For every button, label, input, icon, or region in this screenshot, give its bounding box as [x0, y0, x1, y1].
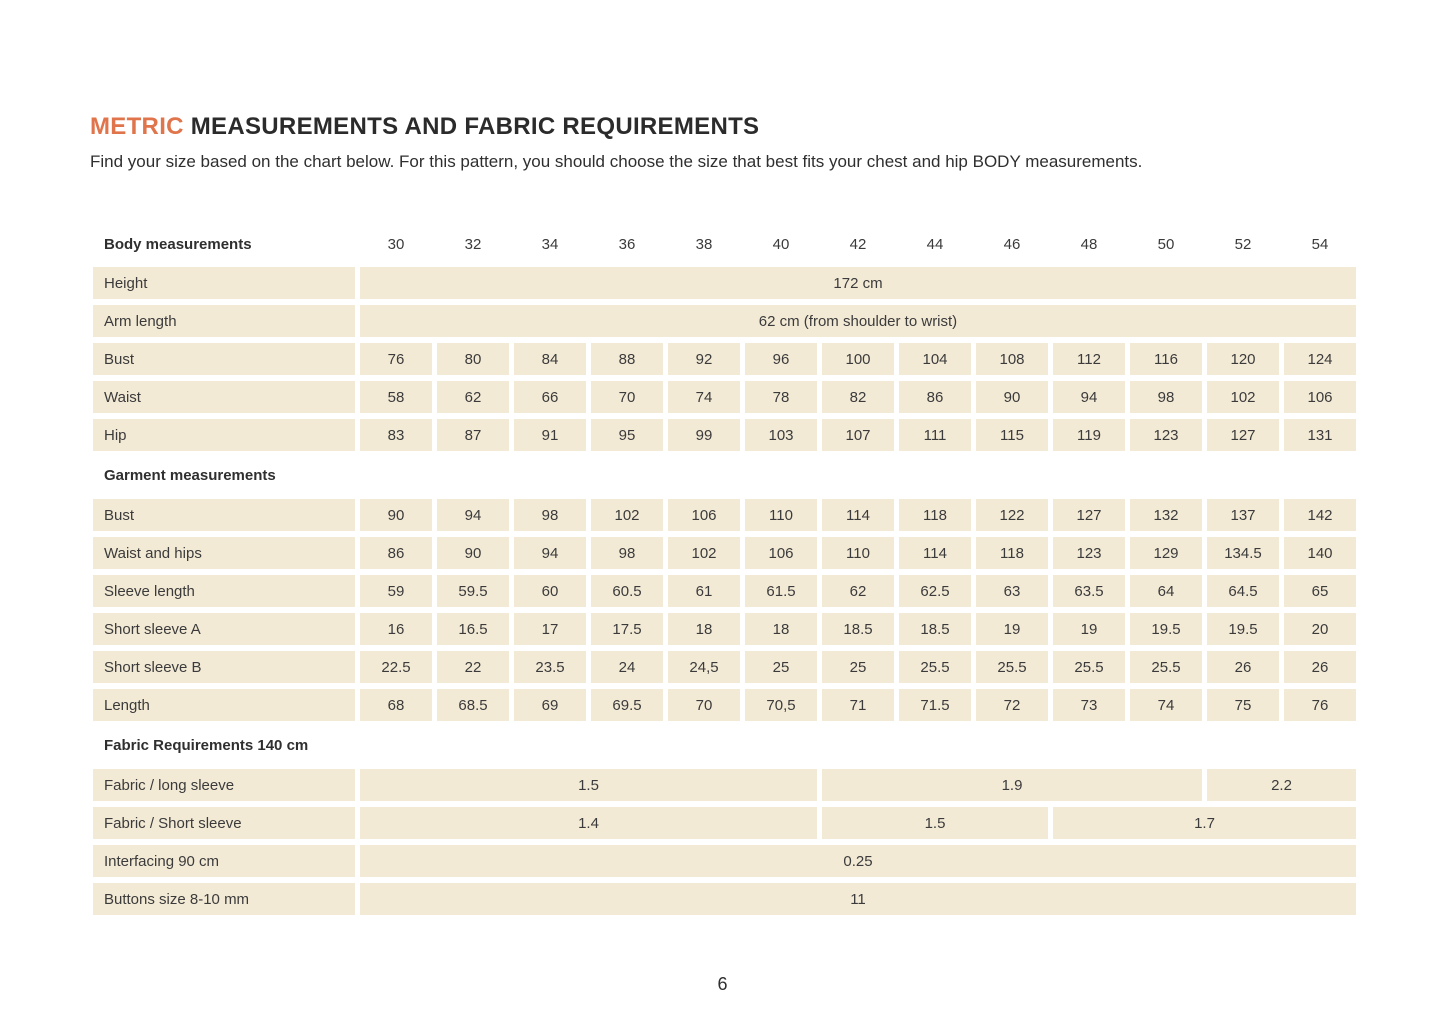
value-cell: 25: [822, 651, 894, 683]
size-column-header: 32: [464, 236, 482, 254]
value-cell: 18.5: [822, 613, 894, 645]
value-cell: 73: [1053, 689, 1125, 721]
value-cell: 74: [1130, 689, 1202, 721]
value-cell: 84: [514, 343, 586, 375]
value-cell: 19: [976, 613, 1048, 645]
value-cell: 134.5: [1207, 537, 1279, 569]
section-header: Garment measurements: [104, 466, 276, 484]
row-label: Buttons size 8-10 mm: [93, 883, 355, 915]
size-column-header: 40: [772, 236, 790, 254]
span-value-cell: 2.2: [1207, 769, 1356, 801]
value-cell: 114: [899, 537, 971, 569]
value-cell: 62: [437, 381, 509, 413]
value-cell: 25.5: [976, 651, 1048, 683]
value-cell: 71: [822, 689, 894, 721]
row-label: Short sleeve A: [93, 613, 355, 645]
value-cell: 86: [899, 381, 971, 413]
value-cell: 19: [1053, 613, 1125, 645]
value-cell: 69: [514, 689, 586, 721]
value-cell: 98: [514, 499, 586, 531]
value-cell: 94: [514, 537, 586, 569]
value-cell: 65: [1284, 575, 1356, 607]
value-cell: 61: [668, 575, 740, 607]
size-column-header: 46: [1003, 236, 1021, 254]
value-cell: 90: [976, 381, 1048, 413]
value-cell: 71.5: [899, 689, 971, 721]
value-cell: 17: [514, 613, 586, 645]
row-label: Short sleeve B: [93, 651, 355, 683]
value-cell: 100: [822, 343, 894, 375]
value-cell: 91: [514, 419, 586, 451]
value-cell: 24,5: [668, 651, 740, 683]
span-value-cell: 62 cm (from shoulder to wrist): [360, 305, 1356, 337]
row-label: Height: [93, 267, 355, 299]
value-cell: 58: [360, 381, 432, 413]
value-cell: 25.5: [1130, 651, 1202, 683]
value-cell: 94: [1053, 381, 1125, 413]
value-cell: 59: [360, 575, 432, 607]
value-cell: 90: [360, 499, 432, 531]
value-cell: 94: [437, 499, 509, 531]
span-value-cell: 1.7: [1053, 807, 1356, 839]
value-cell: 68.5: [437, 689, 509, 721]
size-column-header: 36: [618, 236, 636, 254]
size-column-header: 30: [387, 236, 405, 254]
value-cell: 74: [668, 381, 740, 413]
section-header: Fabric Requirements 140 cm: [104, 736, 309, 754]
value-cell: 115: [976, 419, 1048, 451]
value-cell: 17.5: [591, 613, 663, 645]
value-cell: 24: [591, 651, 663, 683]
value-cell: 64: [1130, 575, 1202, 607]
size-column-header: 50: [1157, 236, 1175, 254]
value-cell: 64.5: [1207, 575, 1279, 607]
value-cell: 123: [1130, 419, 1202, 451]
value-cell: 70: [668, 689, 740, 721]
value-cell: 26: [1284, 651, 1356, 683]
span-value-cell: 0.25: [360, 845, 1356, 877]
value-cell: 25.5: [1053, 651, 1125, 683]
value-cell: 19.5: [1130, 613, 1202, 645]
value-cell: 75: [1207, 689, 1279, 721]
size-column-header: 38: [695, 236, 713, 254]
span-value-cell: 172 cm: [360, 267, 1356, 299]
row-label: Bust: [93, 499, 355, 531]
value-cell: 60: [514, 575, 586, 607]
value-cell: 112: [1053, 343, 1125, 375]
value-cell: 88: [591, 343, 663, 375]
value-cell: 137: [1207, 499, 1279, 531]
row-label: Fabric / Short sleeve: [93, 807, 355, 839]
row-label: Sleeve length: [93, 575, 355, 607]
value-cell: 103: [745, 419, 817, 451]
size-column-header: 52: [1234, 236, 1252, 254]
value-cell: 106: [745, 537, 817, 569]
value-cell: 19.5: [1207, 613, 1279, 645]
value-cell: 22.5: [360, 651, 432, 683]
value-cell: 123: [1053, 537, 1125, 569]
value-cell: 80: [437, 343, 509, 375]
value-cell: 16.5: [437, 613, 509, 645]
value-cell: 76: [360, 343, 432, 375]
value-cell: 99: [668, 419, 740, 451]
value-cell: 102: [591, 499, 663, 531]
value-cell: 96: [745, 343, 817, 375]
row-label: Arm length: [93, 305, 355, 337]
span-value-cell: 1.5: [822, 807, 1048, 839]
value-cell: 86: [360, 537, 432, 569]
value-cell: 118: [976, 537, 1048, 569]
size-column-header: 48: [1080, 236, 1098, 254]
value-cell: 25: [745, 651, 817, 683]
value-cell: 70: [591, 381, 663, 413]
value-cell: 102: [668, 537, 740, 569]
value-cell: 26: [1207, 651, 1279, 683]
span-value-cell: 1.5: [360, 769, 817, 801]
value-cell: 108: [976, 343, 1048, 375]
value-cell: 119: [1053, 419, 1125, 451]
value-cell: 107: [822, 419, 894, 451]
value-cell: 124: [1284, 343, 1356, 375]
row-label: Fabric / long sleeve: [93, 769, 355, 801]
page-title-rest: MEASUREMENTS AND FABRIC REQUIREMENTS: [183, 113, 760, 140]
value-cell: 98: [591, 537, 663, 569]
value-cell: 104: [899, 343, 971, 375]
size-column-header: 44: [926, 236, 944, 254]
row-label: Hip: [93, 419, 355, 451]
value-cell: 59.5: [437, 575, 509, 607]
value-cell: 92: [668, 343, 740, 375]
value-cell: 106: [668, 499, 740, 531]
value-cell: 131: [1284, 419, 1356, 451]
value-cell: 22: [437, 651, 509, 683]
value-cell: 76: [1284, 689, 1356, 721]
value-cell: 70,5: [745, 689, 817, 721]
value-cell: 69.5: [591, 689, 663, 721]
value-cell: 95: [591, 419, 663, 451]
row-label: Length: [93, 689, 355, 721]
value-cell: 102: [1207, 381, 1279, 413]
value-cell: 122: [976, 499, 1048, 531]
value-cell: 61.5: [745, 575, 817, 607]
value-cell: 60.5: [591, 575, 663, 607]
value-cell: 18.5: [899, 613, 971, 645]
page-title-highlight: METRIC: [90, 113, 184, 140]
value-cell: 63.5: [1053, 575, 1125, 607]
measurements-table: [93, 228, 1356, 915]
value-cell: 127: [1053, 499, 1125, 531]
value-cell: 129: [1130, 537, 1202, 569]
column-header-body-measurements: Body measurements: [104, 236, 252, 254]
row-label: Waist: [93, 381, 355, 413]
value-cell: 72: [976, 689, 1048, 721]
span-value-cell: 1.9: [822, 769, 1202, 801]
value-cell: 116: [1130, 343, 1202, 375]
value-cell: 127: [1207, 419, 1279, 451]
value-cell: 142: [1284, 499, 1356, 531]
value-cell: 106: [1284, 381, 1356, 413]
value-cell: 111: [899, 419, 971, 451]
value-cell: 120: [1207, 343, 1279, 375]
page-subtitle: Find your size based on the chart below. For this pattern, you should choose the size that best fits your chest and hip BODY measurements.: [90, 152, 1143, 172]
size-column-header: 42: [849, 236, 867, 254]
page-title: [90, 114, 1445, 140]
value-cell: 23.5: [514, 651, 586, 683]
value-cell: 20: [1284, 613, 1356, 645]
value-cell: 90: [437, 537, 509, 569]
size-column-header: 54: [1311, 236, 1329, 254]
value-cell: 25.5: [899, 651, 971, 683]
value-cell: 62.5: [899, 575, 971, 607]
value-cell: 110: [745, 499, 817, 531]
value-cell: 83: [360, 419, 432, 451]
value-cell: 68: [360, 689, 432, 721]
value-cell: 16: [360, 613, 432, 645]
value-cell: 78: [745, 381, 817, 413]
row-label: Waist and hips: [93, 537, 355, 569]
value-cell: 66: [514, 381, 586, 413]
span-value-cell: 1.4: [360, 807, 817, 839]
value-cell: 18: [668, 613, 740, 645]
value-cell: 62: [822, 575, 894, 607]
value-cell: 114: [822, 499, 894, 531]
value-cell: 110: [822, 537, 894, 569]
value-cell: 98: [1130, 381, 1202, 413]
value-cell: 140: [1284, 537, 1356, 569]
value-cell: 82: [822, 381, 894, 413]
row-label: Bust: [93, 343, 355, 375]
value-cell: 18: [745, 613, 817, 645]
value-cell: 87: [437, 419, 509, 451]
size-column-header: 34: [541, 236, 559, 254]
page-number: 6: [717, 974, 728, 994]
value-cell: 63: [976, 575, 1048, 607]
row-label: Interfacing 90 cm: [93, 845, 355, 877]
value-cell: 132: [1130, 499, 1202, 531]
span-value-cell: 11: [360, 883, 1356, 915]
value-cell: 118: [899, 499, 971, 531]
